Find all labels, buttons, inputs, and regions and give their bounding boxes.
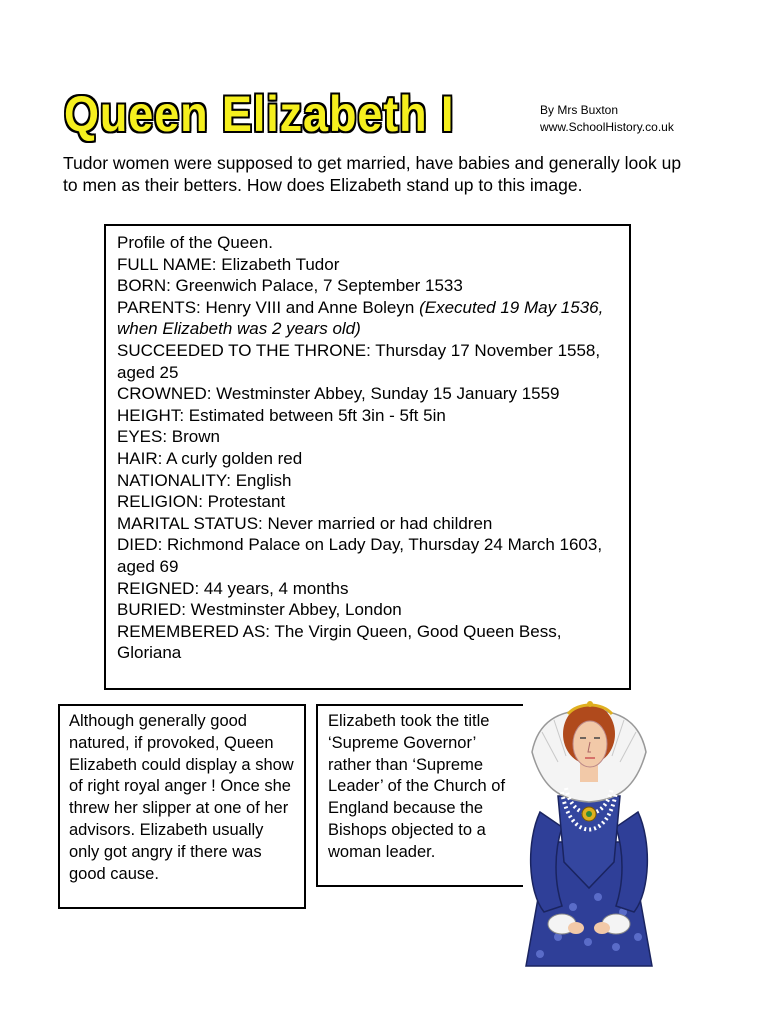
profile-parents-note: (Executed 19 May 1536, when Elizabeth was 2 years old) — [117, 297, 604, 339]
anger-fact-box — [58, 704, 306, 909]
anger-fact-text: Although generally good natured, if provoked, Queen Elizabeth could display a show of right royal anger ! Once she threw her slipper at one of her advisors. Elizabeth usually only got angry if there was good cause. — [69, 712, 294, 883]
profile-height: HEIGHT: Estimated between 5ft 3in - 5ft 5in — [117, 405, 446, 425]
profile-reigned: REIGNED: 44 years, 4 months — [117, 578, 349, 598]
governor-fact-box — [316, 704, 523, 887]
profile-hair: HAIR: A curly golden red — [117, 448, 303, 468]
queen-elizabeth-portrait-icon — [518, 692, 660, 968]
profile-remembered-as: REMEMBERED AS: The Virgin Queen, Good Queen Bess, Gloriana — [117, 621, 562, 663]
profile-nationality: NATIONALITY: English — [117, 470, 292, 490]
profile-buried: BURIED: Westminster Abbey, London — [117, 600, 402, 620]
byline — [540, 102, 674, 136]
page-title: Queen Elizabeth I — [64, 86, 455, 142]
author-credit: By Mrs Buxton — [540, 103, 619, 117]
profile-full-name: FULL NAME: Elizabeth Tudor — [117, 254, 340, 274]
website-credit: www.SchoolHistory.co.uk — [540, 120, 674, 134]
profile-crowned: CROWNED: Westminster Abbey, Sunday 15 January 1559 — [117, 384, 560, 404]
profile-died: DIED: Richmond Palace on Lady Day, Thursday 24 March 1603, aged 69 — [117, 535, 603, 576]
intro-text: Tudor women were supposed to get married, have babies and generally look up to men as their betters. How does Elizabeth stand up to this image. — [63, 153, 682, 195]
profile-heading: Profile of the Queen. — [117, 233, 273, 252]
profile-eyes: EYES: Brown — [117, 427, 220, 447]
profile-parents-text: PARENTS: Henry VIII and Anne Boleyn — [117, 297, 420, 317]
profile-parents — [117, 297, 619, 340]
profile-born: BORN: Greenwich Palace, 7 September 1533 — [117, 276, 463, 296]
profile-religion: RELIGION: Protestant — [117, 492, 286, 512]
governor-fact-text: Elizabeth took the title ‘Supreme Governor’ rather than ‘Supreme Leader’ of the Church of England because the Bishops objected to a woman leader. — [328, 712, 506, 861]
profile-succeeded: SUCCEEDED TO THE THRONE: Thursday 17 November 1558, aged 25 — [117, 340, 601, 382]
profile-box — [104, 224, 631, 690]
profile-marital-status: MARITAL STATUS: Never married or had children — [117, 513, 493, 533]
